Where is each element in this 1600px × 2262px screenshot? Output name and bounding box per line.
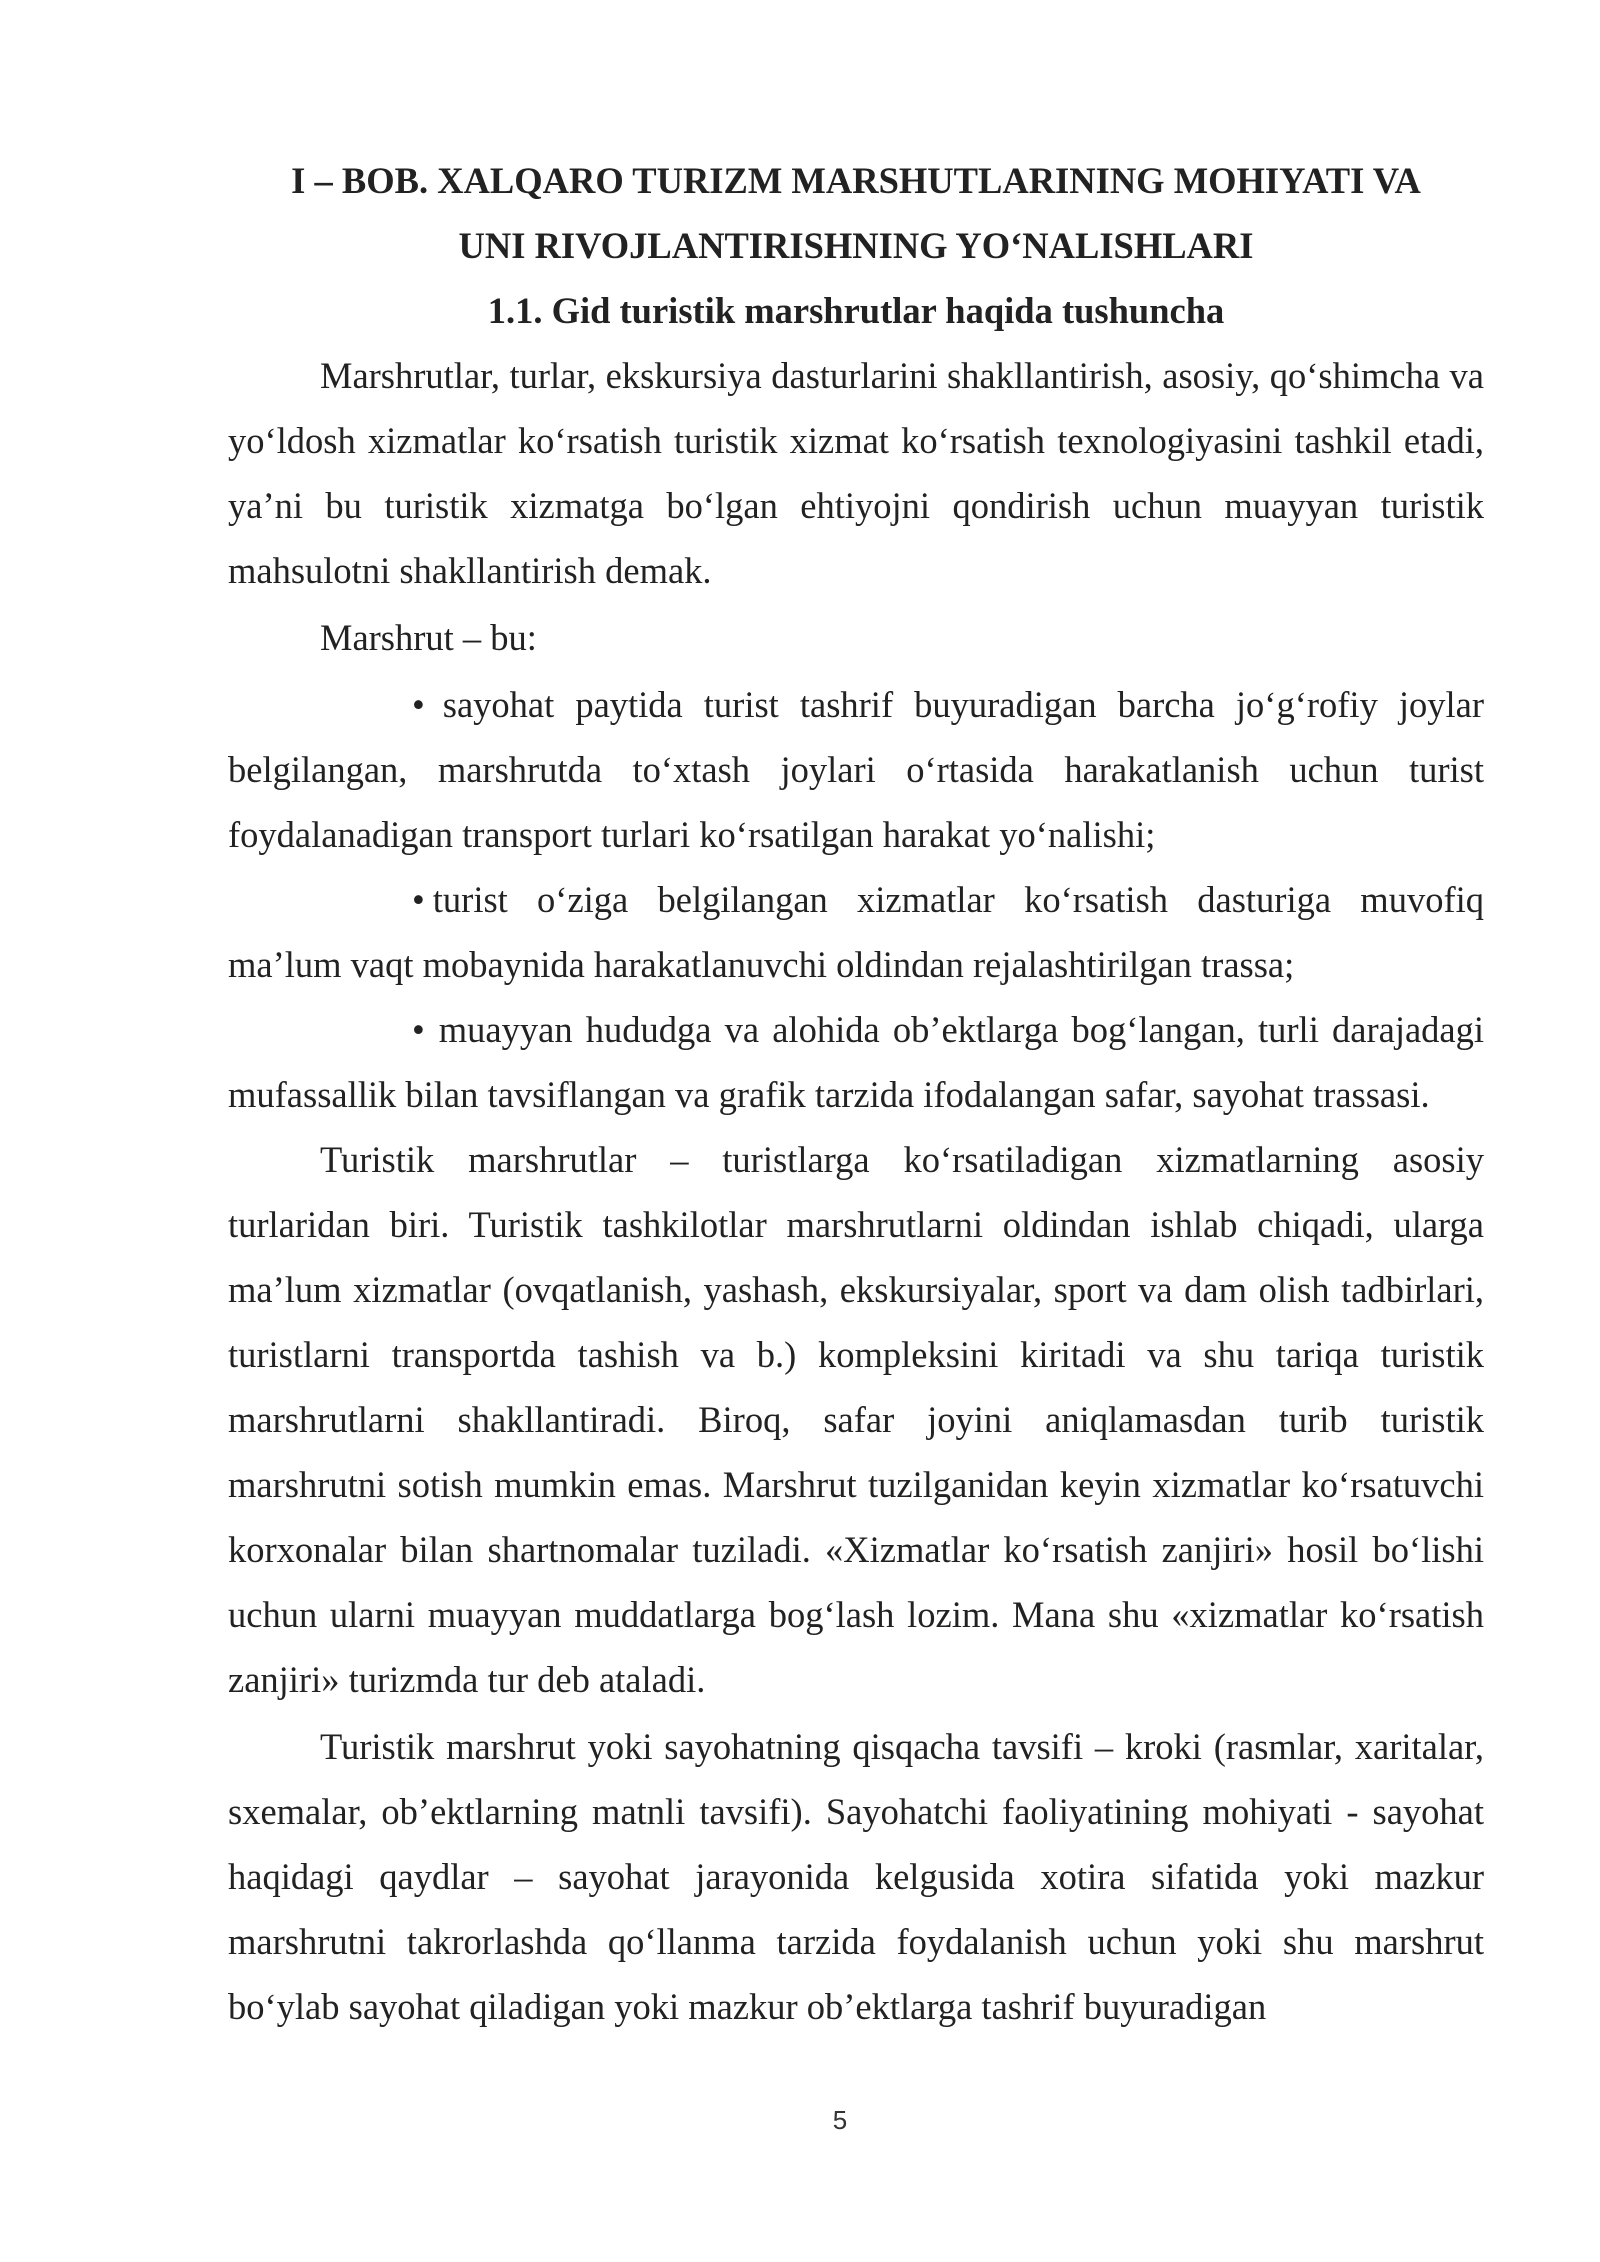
bullet-item-2-text: turist o‘ziga belgilangan xizmatlar ko‘rsatish dasturiga muvofiq ma’lum vaqt mobaynida harakatlanuvchi oldindan rejalashtirilgan trassa; <box>228 879 1484 985</box>
bullet-item-1 <box>228 672 1484 867</box>
chapter-title <box>228 148 1484 278</box>
section-title: 1.1. Gid turistik marshrutlar haqida tushuncha <box>487 290 1225 331</box>
chapter-title-line-2: UNI RIVOJLANTIRISHNING YO‘NALISHLARI <box>458 225 1254 266</box>
page-number: 5 <box>832 2105 848 2135</box>
bullet-item-3-text: muayyan hududga va alohida ob’ektlarga bog‘langan, turli darajadagi mufassallik bilan tavsiflangan va grafik tarzida ifodalangan safar, sayohat trassasi. <box>228 1009 1484 1115</box>
bullet-item-2 <box>228 867 1484 997</box>
paragraph-route-description: Turistik marshrut yoki sayohatning qisqacha tavsifi – kroki (rasmlar, xaritalar, sxemalar, ob’ektlarning matnli tavsifi). Sayohatchi faoliyatining mohiyati - sayohat haqidagi qaydlar – sayohat jarayonida kelgusida xotira sifatida yoki mazkur marshrutni takrorlashda qo‘llanma tarzida foydalanish uchun yoki shu marshrut bo‘ylab sayohat qiladigan yoki mazkur ob’ektlarga tashrif buyuradigan <box>228 1726 1484 2027</box>
bullet-item-1-text: sayohat paytida turist tashrif buyuradigan barcha jo‘g‘rofiy joylar belgilangan, marshrutda to‘xtash joylari o‘rtasida harakatlanish uchun turist foydalanadigan transport turlari ko‘rsatilgan harakat yo‘nalishi; <box>228 684 1484 855</box>
bullet-dot-icon: • <box>412 879 425 920</box>
paragraph-intro: Marshrutlar, turlar, ekskursiya dasturlarini shakllantirish, asosiy, qo‘shimcha va yo‘ldosh xizmatlar ko‘rsatish turistik xizmat ko‘rsatish texnologiyasini tashkil etadi, ya’ni bu turistik xizmatga bo‘lgan ehtiyojni qondirish uchun muayyan turistik mahsulotni shakllantirish demak. <box>228 355 1484 591</box>
document-page <box>228 148 1484 2039</box>
bullet-dot-icon: • <box>412 684 425 725</box>
paragraph-tourist-routes: Turistik marshrutlar – turistlarga ko‘rsatiladigan xizmatlarning asosiy turlaridan biri. Turistik tashkilotlar marshrutlarni oldindan ishlab chiqadi, ularga ma’lum xizmatlar (ovqatlanish, yashash, ekskursiyalar, sport va dam olish tadbirlari, turistlarni transportda tashish va b.) kompleksini kiritadi va shu tariqa turistik marshrutlarni shakllantiradi. Biroq, safar joyini aniqlamasdan turib turistik marshrutni sotish mumkin emas. Marshrut tuzilganidan keyin xizmatlar ko‘rsatuvchi korxonalar bilan shartnomalar tuziladi. «Xizmatlar ko‘rsatish zanjiri» hosil bo‘lishi uchun ularni muayyan muddatlarga bog‘lash lozim. Mana shu «xizmatlar ko‘rsatish zanjiri» turizmda tur deb ataladi. <box>228 1139 1484 1700</box>
paragraph-definition-lead: Marshrut – bu: <box>320 617 537 658</box>
bullet-dot-icon: • <box>412 1009 425 1050</box>
bullet-item-3 <box>228 997 1484 1127</box>
chapter-title-line-1: I – BOB. XALQARO TURIZM MARSHUTLARINING MOHIYATI VA <box>291 160 1421 201</box>
